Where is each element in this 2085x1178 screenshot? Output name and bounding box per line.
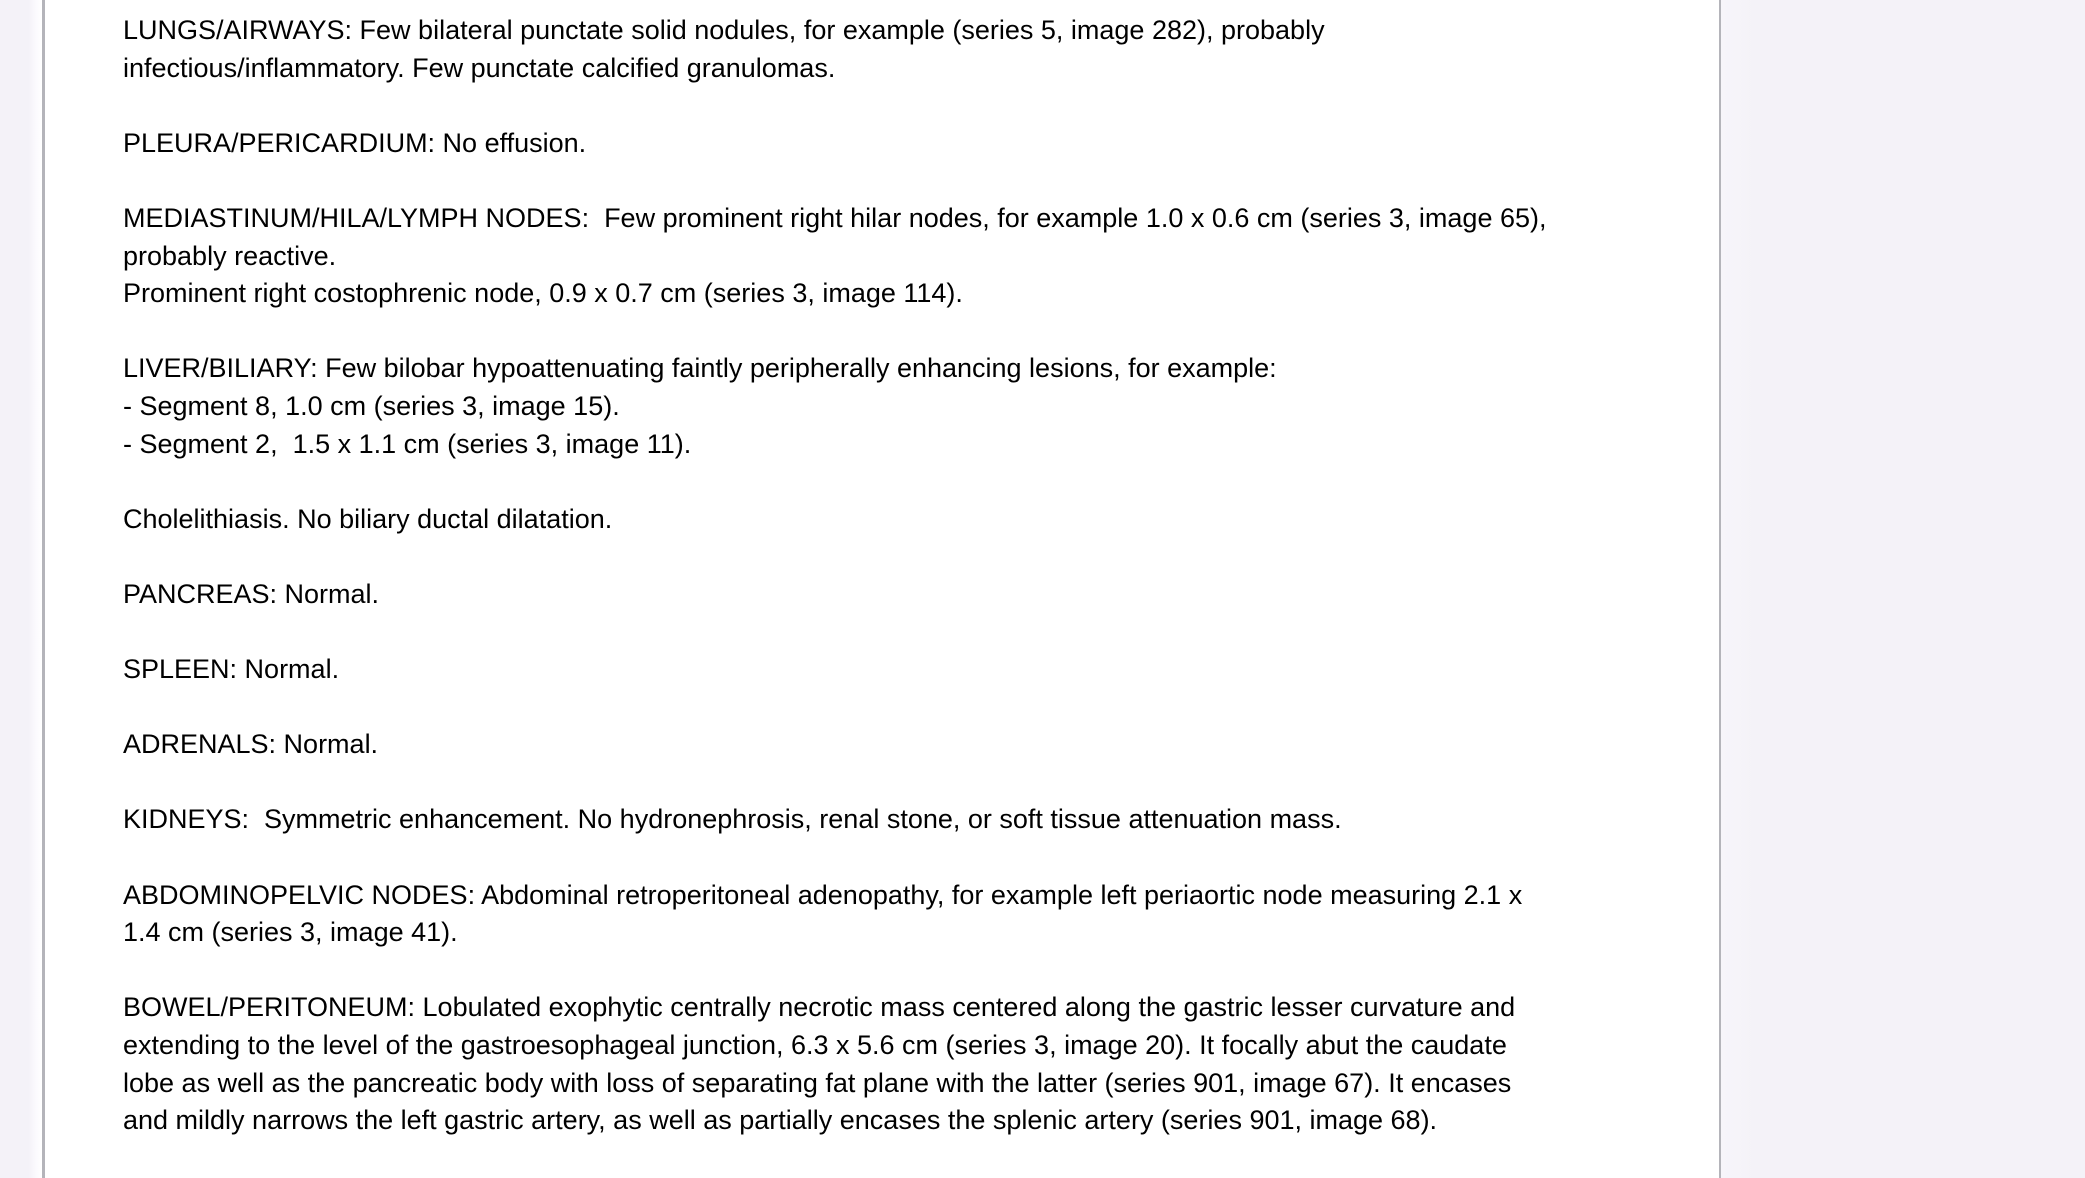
report-line: and mildly narrows the left gastric artery, as well as partially encases the splenic artery (series 901, image 68). xyxy=(123,1105,1438,1136)
report-line: LUNGS/AIRWAYS: Few bilateral punctate solid nodules, for example (series 5, image 282), probably xyxy=(123,15,1325,45)
report-line: - Segment 8, 1.0 cm (series 3, image 15). xyxy=(123,390,620,421)
report-line: KIDNEYS: Symmetric enhancement. No hydronephrosis, renal stone, or soft tissue attenuation mass. xyxy=(123,804,1342,835)
report-line: BOWEL/PERITONEUM: Lobulated exophytic centrally necrotic mass centered along the gastric lesser curvature and xyxy=(123,992,1516,1023)
report-body xyxy=(123,0,1703,1140)
report-line: LIVER/BILIARY: Few bilobar hypoattenuating faintly peripherally enhancing lesions, for example: xyxy=(123,353,1277,384)
report-line: 1.4 cm (series 3, image 41). xyxy=(123,917,458,948)
report-line: Cholelithiasis. No biliary ductal dilatation. xyxy=(123,503,613,534)
report-section-mediastinum-hila-lymph-nodes xyxy=(123,200,1703,313)
report-section-pancreas xyxy=(123,576,1703,614)
report-line: ADRENALS: Normal. xyxy=(123,729,379,760)
report-page[interactable] xyxy=(42,0,1721,1178)
report-section-bowel-peritoneum xyxy=(123,989,1703,1139)
viewer-right-gutter xyxy=(1721,0,2085,1178)
report-line: infectious/inflammatory. Few punctate calcified granulomas. xyxy=(123,52,836,83)
report-section-cholelithiasis xyxy=(123,501,1703,539)
report-line: - Segment 2, 1.5 x 1.1 cm (series 3, image 11). xyxy=(123,428,692,459)
report-line: probably reactive. xyxy=(123,240,337,271)
report-line: PLEURA/PERICARDIUM: No effusion. xyxy=(123,127,587,158)
report-section-spleen xyxy=(123,651,1703,689)
report-line: ABDOMINOPELVIC NODES: Abdominal retroperitoneal adenopathy, for example left periaortic node measuring 2.1 x xyxy=(123,879,1523,910)
report-section-abdominopelvic-nodes xyxy=(123,877,1703,952)
report-section-liver-biliary xyxy=(123,350,1703,463)
report-section-pleura-pericardium xyxy=(123,125,1703,163)
viewer-left-gutter xyxy=(0,0,42,1178)
report-line: lobe as well as the pancreatic body with loss of separating fat plane with the latter (series 901, image 67). It encases xyxy=(123,1067,1512,1098)
report-line: extending to the level of the gastroesophageal junction, 6.3 x 5.6 cm (series 3, image 20). It focally abut the caudate xyxy=(123,1030,1507,1061)
report-line: SPLEEN: Normal. xyxy=(123,654,340,685)
report-section-kidneys xyxy=(123,801,1703,839)
report-line: MEDIASTINUM/HILA/LYMPH NODES: Few prominent right hilar nodes, for example 1.0 x 0.6 cm (series 3, image 65), xyxy=(123,202,1547,233)
report-section-lungs-airways xyxy=(123,12,1703,87)
report-line: PANCREAS: Normal. xyxy=(123,578,380,609)
report-line: Prominent right costophrenic node, 0.9 x 0.7 cm (series 3, image 114). xyxy=(123,278,963,309)
report-section-adrenals xyxy=(123,726,1703,764)
